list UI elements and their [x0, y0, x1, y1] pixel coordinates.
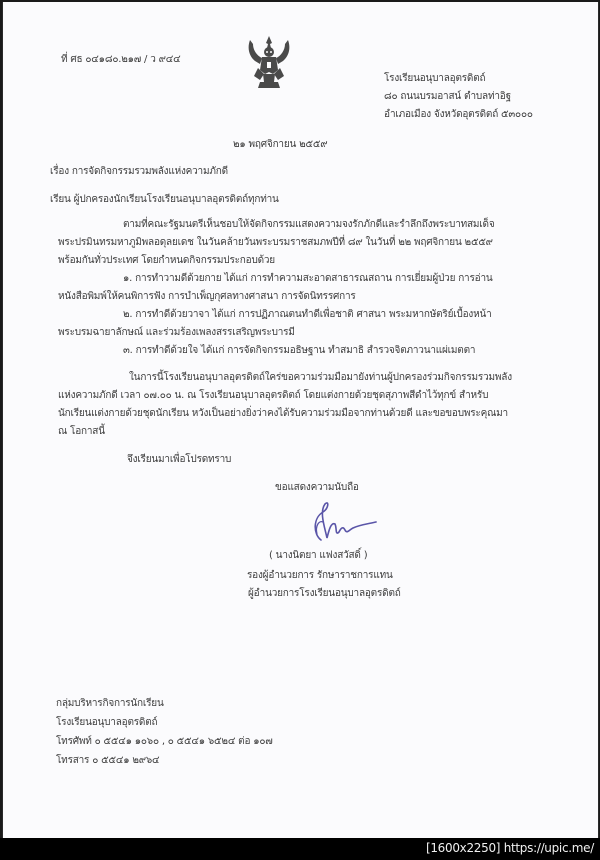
contact-phone: โทรศัพท์ ๐ ๕๕๔๑ ๑๐๖๐ , ๐ ๕๕๔๑ ๖๕๒๔ ต่อ ๑๐๗ [56, 736, 273, 747]
body-paragraph2-line4: ณ โอกาสนี้ [58, 426, 105, 437]
image-host-watermark: [1600x2250] https://upic.me/ [425, 841, 594, 855]
reference-number: ที่ ศธ ๐๔๑๘๐.๒๑๗ / ว ๙๔๔ [61, 54, 181, 65]
sender-name: โรงเรียนอนุบาลอุตรดิตถ์ [384, 73, 486, 84]
sender-address-line2: อำเภอเมือง จังหวัดอุตรดิตถ์ ๕๓๐๐๐ [384, 109, 533, 120]
signature-icon [303, 500, 378, 545]
body-paragraph2-line2: แห่งความภักดี เวลา ๐๗.๐๐ น. ณ โรงเรียนอนุบาลอุตรดิตถ์ โดยแต่งกายด้วยชุดสุภาพสีดำไว้ทุกข์ สำหรับ [58, 390, 489, 401]
activity-item-1-line1: ๑. การทำวามดีด้วยกาย ได้แก่ การทำความสะอาดสาธารณสถาน การเยี่ยมผู้ป่วย การอ่าน [123, 273, 493, 284]
body-paragraph2-line3: นักเรียนแต่งกายด้วยชุดนักเรียน หวังเป็นอย่างยิ่งว่าคงได้รับความร่วมมือจากท่านด้วยดี และขอขอบพระคุณมา [58, 408, 508, 419]
signer-position-line2: ผู้อำนวยการโรงเรียนอนุบาลอุตรดิตถ์ [248, 588, 401, 599]
activity-item-1-line2: หนังสือพิมพ์ให้คนพิการฟัง การบำเพ็ญกุศลทางศาสนา การจัดนิทรรศการ [58, 291, 356, 302]
activity-item-2-line2: พระบรมฉายาลักษณ์ และร่วมร้องเพลงสรรเสริญพระบารมี [58, 327, 295, 338]
image-host-footer [0, 838, 600, 860]
letter-subject: เรื่อง การจัดกิจกรรมรวมพลังแห่งความภักดี [50, 166, 228, 177]
body-paragraph2-line1: ในการนี้โรงเรียนอนุบาลอุตรดิตถ์ใคร่ขอความร่วมมือมายังท่านผู้ปกครองร่วมกิจกรรมรวมพลัง [129, 372, 512, 383]
contact-department: กลุ่มบริหารกิจการนักเรียน [56, 698, 164, 709]
contact-school: โรงเรียนอนุบาลอุตรดิตถ์ [56, 717, 158, 728]
body-paragraph1-line1: ตามที่คณะรัฐมนตรีเห็นชอบให้จัดกิจกรรมแสดงความจงรักภักดีและรำลึกถึงพระบาทสมเด็จ [123, 219, 495, 230]
signer-position-line1: รองผู้อำนวยการ รักษาราชการแทน [247, 570, 393, 581]
letter-salutation: เรียน ผู้ปกครองนักเรียนโรงเรียนอนุบาลอุตรดิตถ์ทุกท่าน [50, 194, 279, 205]
signer-name: ( นางนิตยา แฟงสวัสดิ์ ) [269, 550, 368, 561]
closing-request: จึงเรียนมาเพื่อโปรดทราบ [127, 454, 232, 465]
garuda-emblem-icon [246, 34, 292, 92]
contact-fax: โทรสาร ๐ ๕๕๔๑ ๒๙๖๔ [56, 755, 160, 766]
closing-phrase: ขอแสดงความนับถือ [275, 482, 359, 493]
letter-page [2, 2, 599, 838]
body-paragraph1-line2: พระปรมินทรมหาภูมิพลอดุลยเดช ในวันคล้ายวันพระบรมราชสมภพปีที่ ๘๙ ในวันที่ ๒๒ พฤศจิกายน ๒๕๕๙ [58, 237, 493, 248]
letter-date: ๒๑ พฤศจิกายน ๒๕๕๙ [233, 139, 328, 150]
activity-item-2-line1: ๒. การทำดีด้วยวาจา ได้แก่ การปฏิภาณตนทำดีเพื่อชาติ ศาสนา พระมหากษัตริย์เบื้องหน้า [123, 309, 492, 320]
activity-item-3-line1: ๓. การทำดีด้วยใจ ได้แก่ การจัดกิจกรรมอธิษฐาน ทำสมาธิ สำรวจจิตภาวนาแผ่เมตตา [123, 345, 476, 356]
sender-address-line1: ๘๐ ถนนบรมอาสน์ ตำบลท่าอิฐ [384, 91, 511, 102]
body-paragraph1-line3: พร้อมกันทั่วประเทศ โดยกำหนดกิจกรรมประกอบด้วย [58, 255, 275, 266]
